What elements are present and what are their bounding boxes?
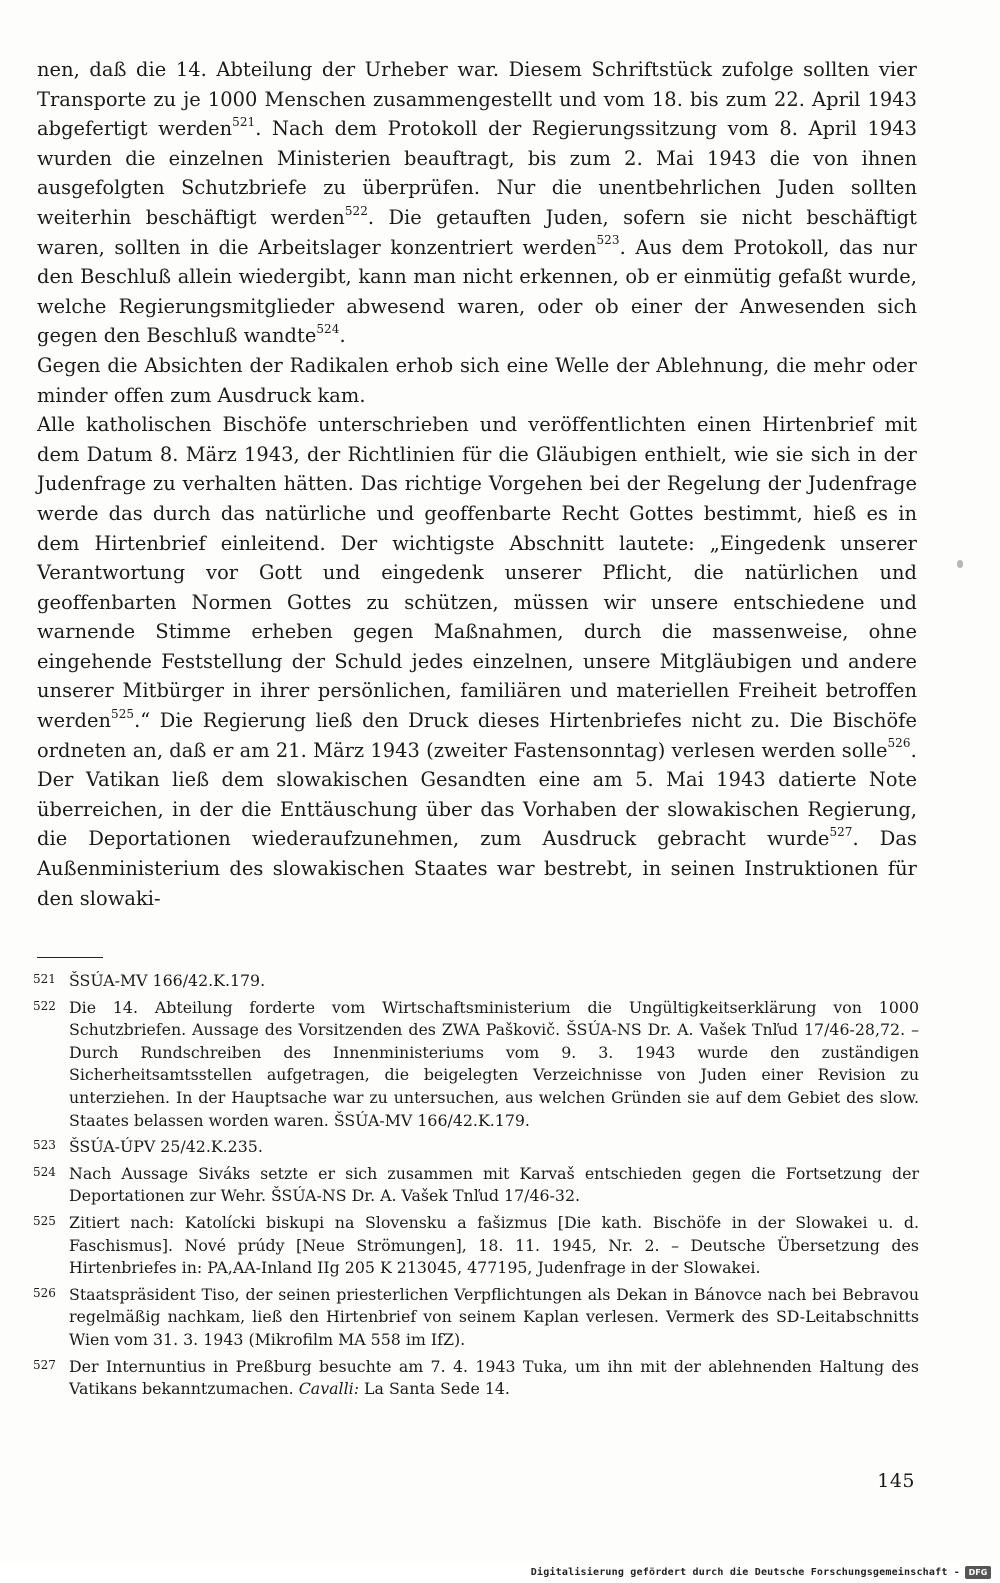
footnote (33, 997, 919, 1133)
footer-credit: Digitalisierung gefördert durch die Deutsche Forschungsgemeinschaft - (530, 1567, 960, 1578)
footnote (33, 1163, 919, 1208)
footnote (33, 970, 919, 993)
footnote-ref: 526 (887, 736, 911, 751)
footnote-text: Staatspräsident Tiso, der seinen priesterlichen Verpflichtungen als Dekan in Bánovce nach bei Bebravou regelmäßig nachkam, ließ den Hirtenbrief von seinem Kaplan verlesen. Vermerk des SD-Leitabschnitts Wien vom 31. 3. 1943 (Mikrofilm MA 558 im IfZ). (69, 1284, 919, 1349)
footnote-number: 521 (33, 972, 56, 986)
footnote-separator (37, 957, 103, 958)
footnotes (33, 970, 919, 1405)
digitization-footer (0, 1561, 1000, 1583)
footnote-ref: 527 (829, 824, 853, 839)
footnote-ref: 522 (344, 203, 368, 218)
main-text (37, 55, 917, 913)
text-run: Der Vatikan ließ dem slowakischen Gesandten eine am 5. Mai 1943 datierte Note überreichen, in der die Enttäuschung über das Vorhaben der slowakischen Regierung, die Deportationen wiederaufzunehmen, zum Ausdruck gebracht wurde (37, 768, 917, 851)
paragraph (37, 410, 917, 765)
footnote-text: ŠSÚA-MV 166/42.K.179. (69, 971, 266, 990)
text-run: . (339, 324, 346, 348)
footnote-text: Der Internuntius in Preßburg besuchte am 7. 4. 1943 Tuka, um ihn mit der ablehnenden Haltung des Vatikans bekanntzumachen. (69, 1356, 919, 1399)
footnote (33, 1284, 919, 1352)
text-run: . Die getauften Juden, sofern sie nicht beschäftigt waren, sollten in die Arbeitslager konzentriert werden (37, 205, 917, 259)
text-run: .“ Die Regierung ließ den Druck dieses Hirtenbriefes nicht zu. Die Bischöfe ordneten an, daß er am 21. März 1943 (zweiter Fastensonntag) verlesen werden solle (37, 709, 917, 762)
footnote-number: 522 (33, 998, 56, 1013)
footnote-number: 523 (33, 1138, 56, 1153)
text-run: . Das Außenministerium des slowakischen Staates war bestrebt, in seinen Instruktionen für den slowaki- (37, 827, 917, 910)
footnote (33, 1136, 919, 1159)
paragraph (37, 351, 917, 410)
footnote-text: Zitiert nach: Katolícki biskupi na Slovensku a fašizmus [Die kath. Bischöfe in der Slowakei u. d. Faschismus]. Nové prúdy [Neue Strömungen], 18. 11. 1945, Nr. 2. – Deutsche Übersetzung des Hirtenbriefes in: PA,AA-Inland IIg 205 K 213045, 477195, Judenfrage in der Slowakei. (69, 1212, 919, 1278)
footnote-text: ŠSÚA-ÚPV 25/42.K.235. (69, 1137, 263, 1157)
footnote-number: 527 (33, 1357, 56, 1372)
text-run: nen, daß die 14. Abteilung der Urheber war. Diesem Schriftstück zufolge sollten vier Transporte zu je 1000 Menschen zusammengestellt und vom 18. bis zum 22. April 1943 abgefertigt werden (37, 58, 917, 141)
footnote (33, 1212, 919, 1280)
margin-mark (957, 560, 963, 568)
footnote-ref: 523 (596, 233, 620, 248)
text-run: Gegen die Absichten der Radikalen erhob sich eine Welle der Ablehnung, die mehr oder minder offen zum Ausdruck kam. (37, 353, 917, 407)
text-run: Alle katholischen Bischöfe unterschrieben und veröffentlichten einen Hirtenbrief mit dem Datum 8. März 1943, der Richtlinien für die Gläubigen enthielt, wie sie sich in der Judenfrage zu verhalten hätten. Das richtige Vorgehen bei der Regelung der Judenfrage werde das durch das natürliche und geoffenbarte Recht Gottes bestimmt, hieß es in dem Hirtenbrief einleitend. Der wichtigste Abschnitt lautete: „Eingedenk unserer Verantwortung vor Gott und eingedenk unserer Pflicht, die natürlichen und geoffenbarten Normen Gottes zu schützen, müssen wir unsere entschiedene und warnende Stimme erheben gegen Maßnahmen, durch die massenweise, ohne eingehende Feststellung der Schuld jedes einzelnen, unsere Mitgläubigen und andere unserer Mitbürger in ihrer persönlichen, familiären und materiellen Freiheit betroffen werden (37, 413, 917, 733)
footnote-number: 526 (33, 1285, 56, 1300)
text-run: . (910, 738, 917, 762)
footnote (33, 1356, 919, 1401)
footnote-number: 525 (33, 1213, 56, 1228)
dfg-logo-icon: DFG (965, 1566, 991, 1579)
footnote-ref: 524 (316, 321, 340, 336)
footnote-number: 524 (33, 1164, 56, 1179)
footnote-text: La Santa Sede 14. (359, 1379, 510, 1399)
paragraph (37, 55, 917, 351)
footnote-ref: 521 (232, 114, 256, 129)
text-run: . Aus dem Protokoll, das nur den Beschluß allein wiedergibt, kann man nicht erkennen, ob er einmütig gefaßt wurde, welche Regierungsmitglieder abwesend waren, oder ob einer der Anwesenden sich gegen den Beschluß wandte (37, 235, 917, 348)
footnote-ref: 525 (111, 706, 135, 721)
paragraph (37, 765, 917, 913)
text-run: . Nach dem Protokoll der Regierungssitzung vom 8. April 1943 wurden die einzelnen Ministerien beauftragt, bis zum 2. Mai 1943 die von ihnen ausgefolgten Schutzbriefe zu überprüfen. Nur die unentbehrlichen Juden sollten weiterhin beschäftigt werden (37, 117, 917, 229)
footnote-italic: Cavalli: (298, 1379, 360, 1399)
footnote-text: Die 14. Abteilung forderte vom Wirtschaftsministerium die Ungültigkeitserklärung von 1000 Schutzbriefen. Aussage des Vorsitzenden des ZWA Paškovič. ŠSÚA-NS Dr. A. Vašek Tnľud 17/46-28,72. – Durch Rundschreiben des Innenministeriums vom 9. 3. 1943 wurde den zuständigen Sicherheitsamtsstellen aufgetragen, die beigelegten Verzeichnisse von Juden einer Revision zu unterziehen. In der Hauptsache war zu untersuchen, aus welchen Gründen sie auf dem Gebiet des slow. Staates belassen worden waren. ŠSÚA-MV 166/42.K.179. (69, 997, 919, 1130)
page-number: 145 (877, 1470, 915, 1492)
footnote-text: Nach Aussage Siváks setzte er sich zusammen mit Karvaš entschieden gegen die Fortsetzung der Deportationen zur Wehr. ŠSÚA-NS Dr. A. Vašek Tnľud 17/46-32. (69, 1163, 919, 1206)
